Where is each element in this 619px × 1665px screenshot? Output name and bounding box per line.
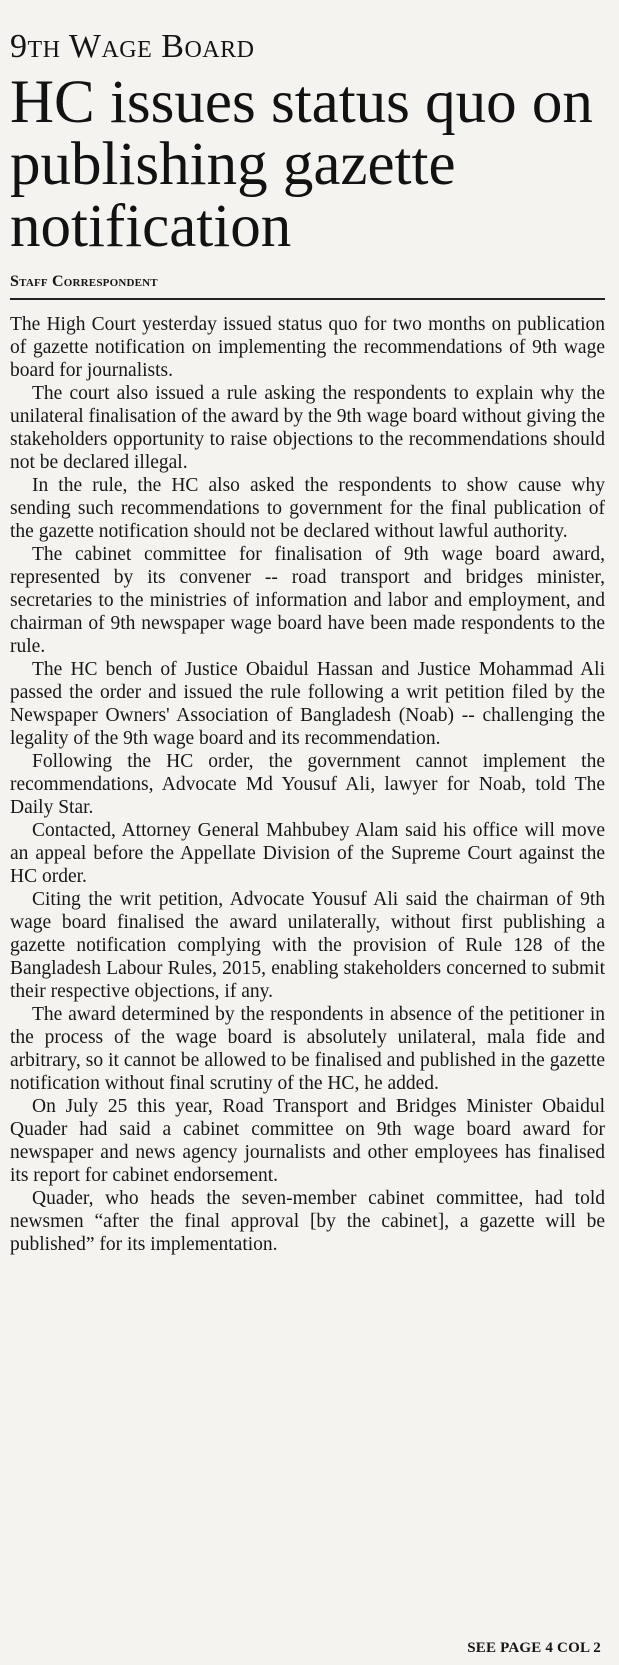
paragraph-10: On July 25 this year, Road Transport and Bridges Minister Obaidul Quader had said a cabinet committee on 9th wage board award for newspaper and news agency journalists and other employees has finalised its report for cabinet endorsement. [10,1096,605,1186]
paragraph-2: The court also issued a rule asking the respondents to explain why the unilateral finalisation of the award by the 9th wage board without giving the stakeholders opportunity to raise objections to the recommendations should not be declared illegal. [10,383,605,473]
jump-line: SEE PAGE 4 COL 2 [467,1640,601,1656]
paragraph-5: The HC bench of Justice Obaidul Hassan and Justice Mohammad Ali passed the order and issued the rule following a writ petition filed by the Newspaper Owners' Association of Bangladesh (Noab) -- challenging the legality of the 9th wage board and its recommendation. [10,659,605,749]
paragraph-3: In the rule, the HC also asked the respondents to show cause why sending such recommendations to government for the final publication of the gazette notification should not be declared without lawful authority. [10,475,605,542]
byline: Staff Correspondent [10,273,158,290]
kicker: 9th Wage Board [10,28,255,65]
paragraph-8: Citing the writ petition, Advocate Yousuf Ali said the chairman of 9th wage board finalised the award unilaterally, without first publishing a gazette notification complying with the provision of Rule 128 of the Bangladesh Labour Rules, 2015, enabling stakeholders concerned to submit their respective objections, if any. [10,889,605,1002]
byline-divider [10,298,605,300]
paragraph-1: The High Court yesterday issued status quo for two months on publication of gazette notification on implementing the recommendations of 9th wage board for journalists. [10,314,605,381]
paragraph-11: Quader, who heads the seven-member cabinet committee, had told newsmen “after the final approval [by the cabinet], a gazette will be published” for its implementation. [10,1188,605,1255]
article-body [10,313,605,1256]
paragraph-4: The cabinet committee for finalisation of 9th wage board award, represented by its convener -- road transport and bridges minister, secretaries to the ministries of information and labor and employment, and chairman of 9th newspaper wage board have been made respondents to the rule. [10,544,605,657]
paragraph-9: The award determined by the respondents in absence of the petitioner in the process of the wage board is absolutely unilateral, mala fide and arbitrary, so it cannot be allowed to be finalised and published in the gazette notification without final scrutiny of the HC, he added. [10,1004,605,1094]
paragraph-6: Following the HC order, the government cannot implement the recommendations, Advocate Md Yousuf Ali, lawyer for Noab, told The Daily Star. [10,751,605,818]
headline: HC issues status quo on publishing gazette notification [10,69,593,260]
paragraph-7: Contacted, Attorney General Mahbubey Alam said his office will move an appeal before the Appellate Division of the Supreme Court against the HC order. [10,820,605,887]
